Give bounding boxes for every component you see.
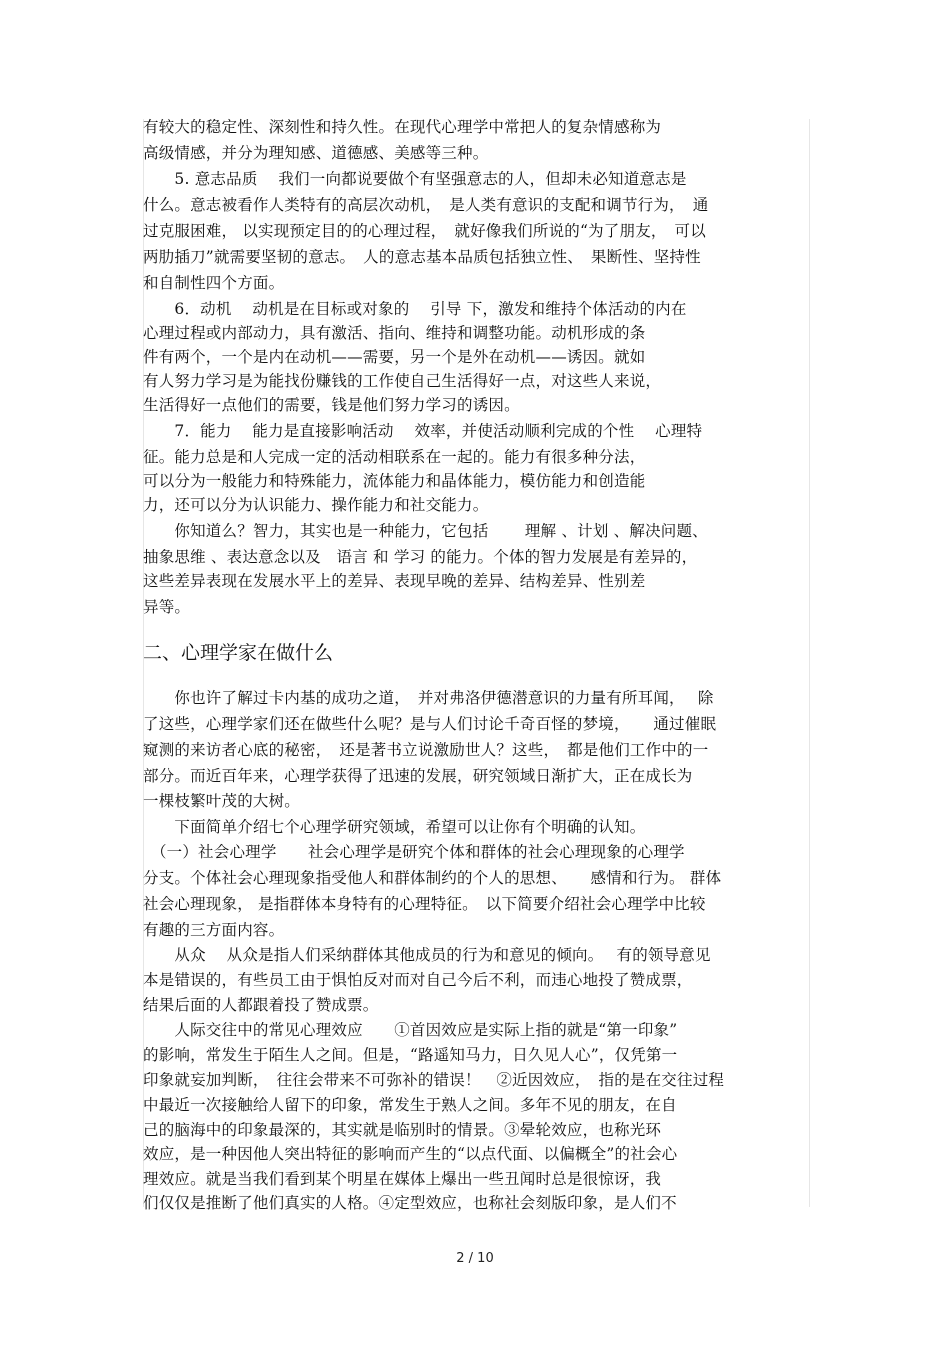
text-line: 7．能力 能力是直接影响活动 效率，并使活动顺利完成的个性 心理特 [143, 422, 703, 440]
text-line: 什么。意志被看作人类特有的高层次动机， 是人类有意识的支配和调节行为， 通 [143, 196, 709, 214]
text-line: 效应，是一种因他人突出特征的影响而产生的“以点代面、以偏概全”的社会心 [143, 1145, 678, 1163]
text-line: 有趣的三方面内容。 [143, 921, 285, 939]
text-line: 过克服困难， 以实现预定目的的心理过程， 就好像我们所说的“为了朋友， 可以 [143, 222, 706, 240]
text-line: 人际交往中的常见心理效应 ①首因效应是实际上指的就是“第一印象” [143, 1021, 678, 1039]
text-line: 高级情感，并分为理知感、道德感、美感等三种。 [143, 144, 489, 162]
page-number: 2 / 10 [456, 1251, 494, 1266]
section-heading: 二、心理学家在做什么 [143, 642, 334, 664]
text-line: 可以分为一般能力和特殊能力，流体能力和晶体能力，模仿能力和创造能 [143, 472, 646, 490]
text-line: 生活得好一点他们的需要，钱是他们努力学习的诱因。 [143, 396, 520, 414]
text-line: 有较大的稳定性、深刻性和持久性。在现代心理学中常把人的复杂情感称为 [143, 118, 662, 136]
text-line: 理效应。就是当我们看到某个明星在媒体上爆出一些丑闻时总是很惊讶，我 [143, 1170, 662, 1188]
text-line: 们仅仅是推断了他们真实的人格。④定型效应，也称社会刻版印象，是人们不 [143, 1194, 677, 1212]
text-line: 本是错误的，有些员工由于惧怕反对而对自己今后不利，而违心地投了赞成票， [143, 971, 693, 989]
text-line: 了这些，心理学家们还在做些什么呢？是与人们讨论千奇百怪的梦境， 通过催眠 [143, 715, 717, 733]
text-line: 印象就妄加判断， 往往会带来不可弥补的错误！ ②近因效应， 指的是在交往过程 [143, 1071, 725, 1089]
text-line: 有人努力学习是为能找份赚钱的工作使自己生活得好一点，对这些人来说， [143, 372, 662, 390]
text-line: 你知道么？智力，其实也是一种能力，它包括 理解 、计划 、解决问题、 [143, 522, 708, 540]
text-line: 力，还可以分为认识能力、操作能力和社交能力。 [143, 496, 489, 514]
text-line: 己的脑海中的印象最深的，其实就是临别时的情景。③晕轮效应，也称光环 [143, 1121, 662, 1139]
text-line: 中最近一次接触给人留下的印象，常发生于熟人之间。多年不见的朋友，在自 [143, 1096, 677, 1114]
text-line: 件有两个，一个是内在动机——需要，另一个是外在动机——诱因。就如 [143, 348, 646, 366]
text-line: 6．动机 动机是在目标或对象的 引导 下，激发和维持个体活动的内在 [143, 300, 687, 318]
text-line: （一）社会心理学 社会心理学是研究个体和群体的社会心理现象的心理学 [143, 843, 685, 861]
text-line: 5. 意志品质 我们一向都说要做个有坚强意志的人，但却未必知道意志是 [143, 170, 687, 188]
text-line: 窥测的来访者心底的秘密， 还是著书立说激励世人？这些， 都是他们工作中的一 [143, 741, 709, 759]
text-line: 分支。个体社会心理现象指受他人和群体制约的个人的思想、 感情和行为。 群体 [143, 869, 722, 887]
text-line: 下面简单介绍七个心理学研究领域，希望可以让你有个明确的认知。 [143, 818, 646, 836]
text-line: 异等。 [143, 598, 191, 616]
text-line: 和自制性四个方面。 [143, 274, 285, 292]
text-line: 这些差异表现在发展水平上的差异、表现早晚的差异、结构差异、性别差 [143, 572, 646, 590]
text-line: 社会心理现象， 是指群体本身特有的心理特征。 以下简要介绍社会心理学中比较 [143, 895, 706, 913]
text-line: 部分。而近百年来，心理学获得了迅速的发展，研究领域日渐扩大，正在成长为 [143, 767, 693, 785]
text-line: 两肋插刀”就需要坚韧的意志。 人的意志基本品质包括独立性、 果断性、坚持性 [143, 248, 701, 266]
text-line: 的影响，常发生于陌生人之间。但是，“路遥知马力，日久见人心”，仅凭第一 [143, 1046, 678, 1064]
text-line: 结果后面的人都跟着投了赞成票。 [143, 996, 379, 1014]
text-line: 你也许了解过卡内基的成功之道， 并对弗洛伊德潜意识的力量有所耳闻， 除 [143, 689, 714, 707]
text-line: 征。能力总是和人完成一定的活动相联系在一起的。能力有很多种分法， [143, 448, 646, 466]
text-line: 抽象思维 、表达意念以及 语言 和 学习 的能力。个体的智力发展是有差异的， [143, 548, 698, 566]
text-line: 从众 从众是指人们采纳群体其他成员的行为和意见的倾向。 有的领导意见 [143, 946, 711, 964]
text-line: 心理过程或内部动力，具有激活、指向、维持和调整功能。动机形成的条 [143, 324, 646, 342]
text-line: 一棵枝繁叶茂的大树。 [143, 792, 301, 810]
